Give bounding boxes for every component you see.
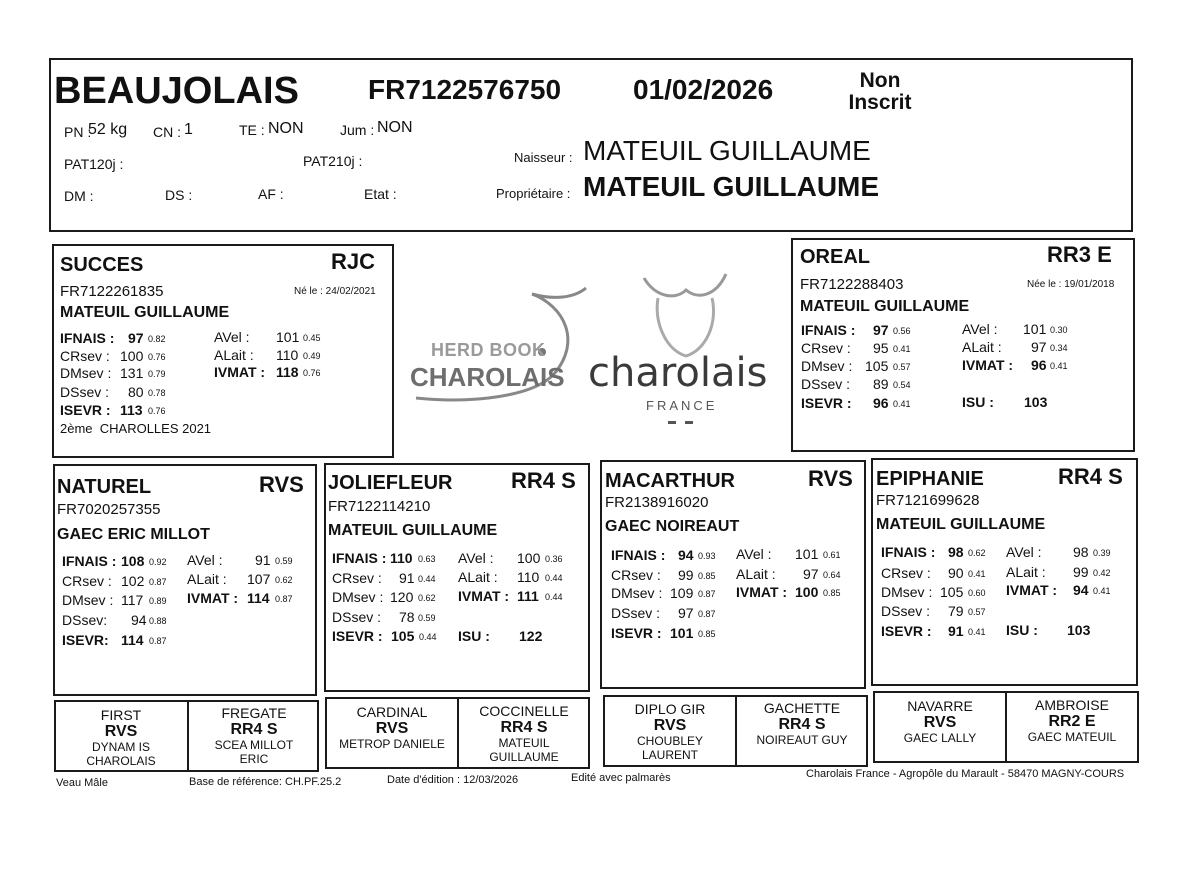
- gp4-dmsev-cd: 0.60: [968, 588, 986, 598]
- gp2-ifnais-label: IFNAIS :: [332, 550, 387, 566]
- ggp-owner: GAEC LALLY: [903, 731, 977, 745]
- gp3-crsev-cd: 0.85: [698, 571, 716, 581]
- gp2-crsev-label: CRsev :: [332, 570, 382, 586]
- pn-value: 52 kg: [88, 121, 128, 138]
- etat-label: Etat :: [364, 186, 397, 202]
- gp2-alait-label: ALait :: [458, 569, 498, 585]
- sire-birth: Né le : 24/02/2021: [294, 286, 376, 297]
- cn-value: 1: [184, 121, 193, 138]
- dm-label: DM :: [64, 188, 94, 204]
- dam-dmsev-cd: 0.57: [893, 362, 911, 372]
- gp1-alait-label: ALait :: [187, 571, 227, 587]
- gp2-ivmat-label: IVMAT :: [458, 588, 510, 604]
- gp2-dssev-value: 78: [399, 609, 415, 625]
- sire-ivmat-label: IVMAT :: [214, 364, 266, 380]
- ggp-name: GACHETTE: [763, 700, 841, 716]
- gp3-crsev-value: 99: [678, 567, 694, 583]
- ggp-rank: RVS: [375, 720, 409, 737]
- gp2-crsev-value: 91: [399, 570, 415, 586]
- ggp-owner: DYNAM IS: [91, 740, 150, 754]
- sire-alait-label: ALait :: [214, 347, 254, 363]
- dam-alait-value: 97: [1031, 339, 1047, 355]
- gp4-isu-label: ISU :: [1006, 622, 1038, 638]
- gp4-isu-value: 103: [1067, 622, 1091, 638]
- proprietaire-value: MATEUIL GUILLAUME: [583, 171, 880, 202]
- sire-ivmat-value: 118: [276, 364, 299, 380]
- gp3-rank: RVS: [808, 466, 853, 491]
- gp1-ivmat-cd: 0.87: [275, 594, 293, 604]
- dam-crsev-value: 95: [873, 340, 889, 356]
- gp4-ivmat-cd: 0.41: [1093, 586, 1111, 596]
- gp4-avel-label: AVel :: [1006, 544, 1042, 560]
- proprietaire-label: Propriétaire :: [496, 186, 571, 201]
- gp2-dssev-cd: 0.59: [418, 613, 436, 623]
- dam-id: FR7122288403: [800, 276, 904, 293]
- gp4-id: FR7121699628: [876, 492, 980, 509]
- gp1-owner: GAEC ERIC MILLOT: [57, 526, 210, 543]
- ggp-owner: CHOUBLEY: [636, 734, 704, 748]
- gp3-dmsev-value: 109: [670, 585, 694, 601]
- gp4-ifnais-label: IFNAIS :: [881, 544, 936, 560]
- gp4-isevr-cd: 0.41: [968, 627, 986, 637]
- ggp-owner: CHAROLAIS: [86, 754, 156, 768]
- gp1-avel-label: AVel :: [187, 552, 223, 568]
- gp2-crsev-cd: 0.44: [418, 574, 436, 584]
- ggp-owner: GUILLAUME: [489, 750, 559, 764]
- gp4-dssev-label: DSsev :: [881, 603, 931, 619]
- gp1-ifnais-label: IFNAIS :: [62, 553, 117, 569]
- ggp-name: FREGATE: [221, 705, 287, 721]
- sire-owner: MATEUIL GUILLAUME: [60, 304, 230, 321]
- dam-ivmat-value: 96: [1031, 357, 1047, 373]
- ggp-name: FIRST: [100, 707, 142, 723]
- bull-head: [657, 298, 713, 356]
- dam-isu-value: 103: [1024, 394, 1048, 410]
- dam-ifnais-label: IFNAIS :: [801, 322, 856, 338]
- gp1-dmsev-value: 117: [121, 592, 144, 608]
- gp2-avel-label: AVel :: [458, 550, 494, 566]
- gp4-avel-value: 98: [1073, 544, 1089, 560]
- ggp-rank: RR4 S: [500, 719, 548, 736]
- gp4-crsev-label: CRsev :: [881, 565, 931, 581]
- gp3-ivmat-label: IVMAT :: [736, 584, 788, 600]
- gp3-dssev-label: DSsev :: [611, 605, 661, 621]
- gp2-alait-value: 110: [517, 569, 540, 585]
- gp3-ivmat-cd: 0.85: [823, 588, 841, 598]
- herdbook-line1: HERD BOOK: [431, 340, 546, 360]
- gp3-dssev-value: 97: [678, 605, 694, 621]
- gp2-name: JOLIEFLEUR: [328, 472, 453, 494]
- ggp-cell: [1007, 698, 1137, 744]
- herdbook-horn: [532, 288, 586, 297]
- gp2-dmsev-cd: 0.62: [418, 593, 436, 603]
- gp1-ifnais-cd: 0.92: [149, 557, 167, 567]
- gp4-dmsev-value: 105: [940, 584, 964, 600]
- gp2-isevr-label: ISEVR :: [332, 628, 383, 644]
- ggp-owner: MATEUIL: [498, 736, 550, 750]
- dam-isevr-label: ISEVR :: [801, 395, 852, 411]
- sire-avel-label: AVel :: [214, 329, 250, 345]
- dam-dmsev-value: 105: [865, 358, 889, 374]
- gp4-ivmat-label: IVMAT :: [1006, 582, 1058, 598]
- gp2-dssev-label: DSsev :: [332, 609, 382, 625]
- ggp-owner: METROP DANIELE: [339, 737, 445, 751]
- sire-dmsev-label: DMsev :: [60, 365, 112, 381]
- gp2-rank: RR4 S: [511, 468, 576, 493]
- gp4-dssev-cd: 0.57: [968, 607, 986, 617]
- sire-ifnais-cd: 0.82: [148, 334, 166, 344]
- flag-dash-2: [685, 421, 693, 424]
- af-label: AF :: [258, 186, 284, 202]
- gp3-alait-value: 97: [803, 566, 819, 582]
- bull-horns: [644, 274, 726, 296]
- ggp-owner: SCEA MILLOT: [214, 738, 294, 752]
- te-label: TE :: [239, 122, 265, 138]
- dam-birth: Née le : 19/01/2018: [1027, 279, 1115, 290]
- ggp-name: AMBROISE: [1035, 697, 1109, 713]
- naisseur-value: MATEUIL GUILLAUME: [583, 135, 871, 166]
- sire-avel-value: 101: [276, 329, 300, 345]
- gp2-isu-value: 122: [519, 628, 543, 644]
- gp3-id: FR2138916020: [605, 494, 709, 511]
- gp1-name: NATUREL: [57, 476, 152, 498]
- animal-id: FR7122576750: [368, 74, 562, 105]
- sire-id: FR7122261835: [60, 283, 164, 300]
- gp2-id: FR7122114210: [328, 498, 431, 515]
- ggp-cell: [459, 704, 589, 764]
- gp2-owner: MATEUIL GUILLAUME: [328, 522, 498, 539]
- ggp-owner: GAEC MATEUIL: [1027, 730, 1117, 744]
- ggp-cell: [875, 699, 1005, 745]
- gp3-avel-value: 101: [795, 546, 819, 562]
- ggp-rank: RVS: [923, 714, 957, 731]
- dam-isu-label: ISU :: [962, 394, 994, 410]
- gp3-ivmat-value: 100: [795, 584, 819, 600]
- gp3-isevr-value: 101: [670, 625, 694, 641]
- charolais-wordmark: charolais: [588, 350, 768, 396]
- gp2-ivmat-value: 111: [517, 588, 539, 604]
- charolais-france: FRANCE: [646, 398, 718, 413]
- ggp-owner: NOIREAUT GUY: [756, 733, 848, 747]
- gp3-isevr-cd: 0.85: [698, 629, 716, 639]
- gp4-avel-cd: 0.39: [1093, 548, 1111, 558]
- gp1-rank: RVS: [259, 472, 304, 497]
- dam-alait-label: ALait :: [962, 339, 1002, 355]
- gp4-rank: RR4 S: [1058, 464, 1123, 489]
- gp1-isevr-label: ISEVR:: [62, 632, 109, 648]
- gp3-dmsev-label: DMsev :: [611, 585, 663, 601]
- gp1-isevr-cd: 0.87: [149, 636, 167, 646]
- ggp-rank: RVS: [653, 717, 687, 734]
- cn-label: CN :: [153, 124, 181, 140]
- gp1-alait-value: 107: [247, 571, 271, 587]
- gp1-dssev-label: DSsev:: [62, 612, 108, 628]
- dam-rank: RR3 E: [1047, 242, 1112, 267]
- dam-avel-value: 101: [1023, 321, 1047, 337]
- gp3-ifnais-label: IFNAIS :: [611, 547, 666, 563]
- ggp-name: CARDINAL: [356, 704, 428, 720]
- gp1-crsev-cd: 0.87: [149, 577, 167, 587]
- te-value: NON: [268, 120, 304, 137]
- dam-isevr-value: 96: [873, 395, 889, 411]
- ggp-cell: [189, 706, 319, 766]
- dam-ivmat-label: IVMAT :: [962, 357, 1014, 373]
- gp3-avel-cd: 0.61: [823, 550, 841, 560]
- edition-date-top: 01/02/2026: [633, 74, 774, 105]
- sire-crsev-cd: 0.76: [148, 352, 166, 362]
- ggp-name: NAVARRE: [907, 698, 973, 714]
- pat210-label: PAT210j :: [303, 153, 363, 169]
- ggp-name: DIPLO GIR: [634, 701, 706, 717]
- gp4-alait-value: 99: [1073, 564, 1089, 580]
- ggp-owner: ERIC: [239, 752, 269, 766]
- gp1-crsev-value: 102: [121, 573, 145, 589]
- sire-ifnais-value: 97: [128, 330, 144, 346]
- dam-isevr-cd: 0.41: [893, 399, 911, 409]
- sire-dssev-cd: 0.78: [148, 388, 166, 398]
- charolais-bull-logo: [636, 268, 732, 358]
- gp1-dmsev-label: DMsev :: [62, 592, 114, 608]
- dam-owner: MATEUIL GUILLAUME: [800, 298, 970, 315]
- gp4-crsev-value: 90: [948, 565, 964, 581]
- dam-dssev-cd: 0.54: [893, 380, 911, 390]
- herdbook-line2: CHAROLAIS: [410, 362, 565, 392]
- sire-award: 2ème CHAROLLES 2021: [60, 421, 212, 436]
- gp4-isevr-value: 91: [948, 623, 964, 639]
- dam-dmsev-label: DMsev :: [801, 358, 853, 374]
- ggp-cell: [737, 701, 867, 747]
- sire-dssev-label: DSsev :: [60, 384, 110, 400]
- dam-crsev-cd: 0.41: [893, 344, 911, 354]
- gp3-name: MACARTHUR: [605, 470, 735, 492]
- gp3-alait-label: ALait :: [736, 566, 776, 582]
- sire-ivmat-cd: 0.76: [303, 368, 321, 378]
- gp1-avel-value: 91: [255, 552, 271, 568]
- gp1-crsev-label: CRsev :: [62, 573, 112, 589]
- footer-address: Charolais France - Agropôle du Marault - 58470 MAGNY-COURS: [806, 768, 1125, 780]
- footer-edited: Edité avec palmarès: [571, 772, 671, 784]
- ggp-rank: RR4 S: [778, 716, 826, 733]
- gp4-crsev-cd: 0.41: [968, 569, 986, 579]
- gp1-avel-cd: 0.59: [275, 556, 293, 566]
- sire-avel-cd: 0.45: [303, 333, 321, 343]
- sire-isevr-label: ISEVR :: [60, 402, 111, 418]
- dam-alait-cd: 0.34: [1050, 343, 1068, 353]
- gp2-alait-cd: 0.44: [545, 573, 563, 583]
- gp2-isevr-cd: 0.44: [419, 632, 437, 642]
- ggp-rank: RR2 E: [1048, 713, 1096, 730]
- gp4-alait-cd: 0.42: [1093, 568, 1111, 578]
- gp2-ivmat-cd: 0.44: [545, 592, 563, 602]
- gp3-owner: GAEC NOIREAUT: [605, 518, 740, 535]
- sire-isevr-cd: 0.76: [148, 406, 166, 416]
- dam-dssev-value: 89: [873, 376, 889, 392]
- animal-name: BEAUJOLAIS: [54, 70, 299, 112]
- gp4-owner: MATEUIL GUILLAUME: [876, 516, 1046, 533]
- naisseur-label: Naisseur :: [514, 150, 573, 165]
- footer-edition-date: Date d'édition : 12/03/2026: [387, 774, 519, 786]
- sire-name: SUCCES: [60, 254, 144, 276]
- sire-alait-value: 110: [276, 347, 299, 363]
- footer-sex: Veau Mâle: [56, 777, 108, 789]
- gp1-alait-cd: 0.62: [275, 575, 293, 585]
- pat120-label: PAT120j :: [64, 156, 124, 172]
- ds-label: DS :: [165, 187, 193, 203]
- gp3-dssev-cd: 0.87: [698, 609, 716, 619]
- gp2-avel-value: 100: [517, 550, 541, 566]
- jum-label: Jum :: [340, 122, 375, 138]
- ggp-rank: RVS: [104, 723, 138, 740]
- gp4-ifnais-value: 98: [948, 544, 964, 560]
- sire-crsev-value: 100: [120, 348, 144, 364]
- gp1-ivmat-value: 114: [247, 590, 270, 606]
- dam-avel-label: AVel :: [962, 321, 998, 337]
- ggp-name: COCCINELLE: [479, 703, 569, 719]
- ggp-cell: [327, 705, 457, 751]
- sire-dmsev-value: 131: [120, 365, 144, 381]
- gp2-ifnais-value: 110: [390, 550, 413, 566]
- gp2-isevr-value: 105: [391, 628, 415, 644]
- gp1-dssev-cd: 0.88: [149, 616, 167, 626]
- sire-crsev-label: CRsev :: [60, 348, 110, 364]
- sire-isevr-value: 113: [120, 402, 143, 418]
- sire-ifnais-label: IFNAIS :: [60, 330, 115, 346]
- ggp-owner: LAURENT: [641, 748, 698, 762]
- gp3-ifnais-cd: 0.93: [698, 551, 716, 561]
- registration-status: Non Inscrit: [848, 69, 912, 114]
- gp1-id: FR7020257355: [57, 501, 161, 518]
- dam-avel-cd: 0.30: [1050, 325, 1068, 335]
- gp3-alait-cd: 0.64: [823, 570, 841, 580]
- gp3-dmsev-cd: 0.87: [698, 589, 716, 599]
- gp3-ifnais-value: 94: [678, 547, 694, 563]
- gp1-dmsev-cd: 0.89: [149, 596, 167, 606]
- footer-base: Base de référence: CH.PF.25.2: [189, 776, 342, 788]
- sire-rank: RJC: [331, 249, 376, 274]
- sire-dmsev-cd: 0.79: [148, 369, 166, 379]
- gp1-ifnais-value: 108: [121, 553, 145, 569]
- dam-ifnais-value: 97: [873, 322, 889, 338]
- gp4-dmsev-label: DMsev :: [881, 584, 933, 600]
- gp2-dmsev-label: DMsev :: [332, 589, 384, 605]
- gp3-crsev-label: CRsev :: [611, 567, 661, 583]
- gp3-isevr-label: ISEVR :: [611, 625, 662, 641]
- gp4-ifnais-cd: 0.62: [968, 548, 986, 558]
- dam-ivmat-cd: 0.41: [1050, 361, 1068, 371]
- gp1-ivmat-label: IVMAT :: [187, 590, 239, 606]
- ggp-rank: RR4 S: [230, 721, 278, 738]
- gp3-avel-label: AVel :: [736, 546, 772, 562]
- gp2-avel-cd: 0.36: [545, 554, 563, 564]
- gp4-dssev-value: 79: [948, 603, 964, 619]
- gp4-alait-label: ALait :: [1006, 564, 1046, 580]
- flag-dash-1: [668, 421, 676, 424]
- gp2-dmsev-value: 120: [390, 589, 414, 605]
- gp1-dssev-value: 94: [131, 612, 147, 628]
- dam-crsev-label: CRsev :: [801, 340, 851, 356]
- sire-alait-cd: 0.49: [303, 351, 321, 361]
- gp1-isevr-value: 114: [121, 632, 144, 648]
- gp2-isu-label: ISU :: [458, 628, 490, 644]
- gp4-ivmat-value: 94: [1073, 582, 1089, 598]
- pn-label: PN :: [64, 124, 92, 140]
- dam-name: OREAL: [800, 246, 870, 268]
- gp2-ifnais-cd: 0.63: [418, 554, 436, 564]
- dam-ifnais-cd: 0.56: [893, 326, 911, 336]
- ggp-cell: [605, 702, 735, 762]
- ggp-cell: [56, 708, 186, 768]
- dam-dssev-label: DSsev :: [801, 376, 851, 392]
- gp4-name: EPIPHANIE: [876, 468, 984, 490]
- sire-dssev-value: 80: [128, 384, 144, 400]
- jum-value: NON: [377, 119, 413, 136]
- gp4-isevr-label: ISEVR :: [881, 623, 932, 639]
